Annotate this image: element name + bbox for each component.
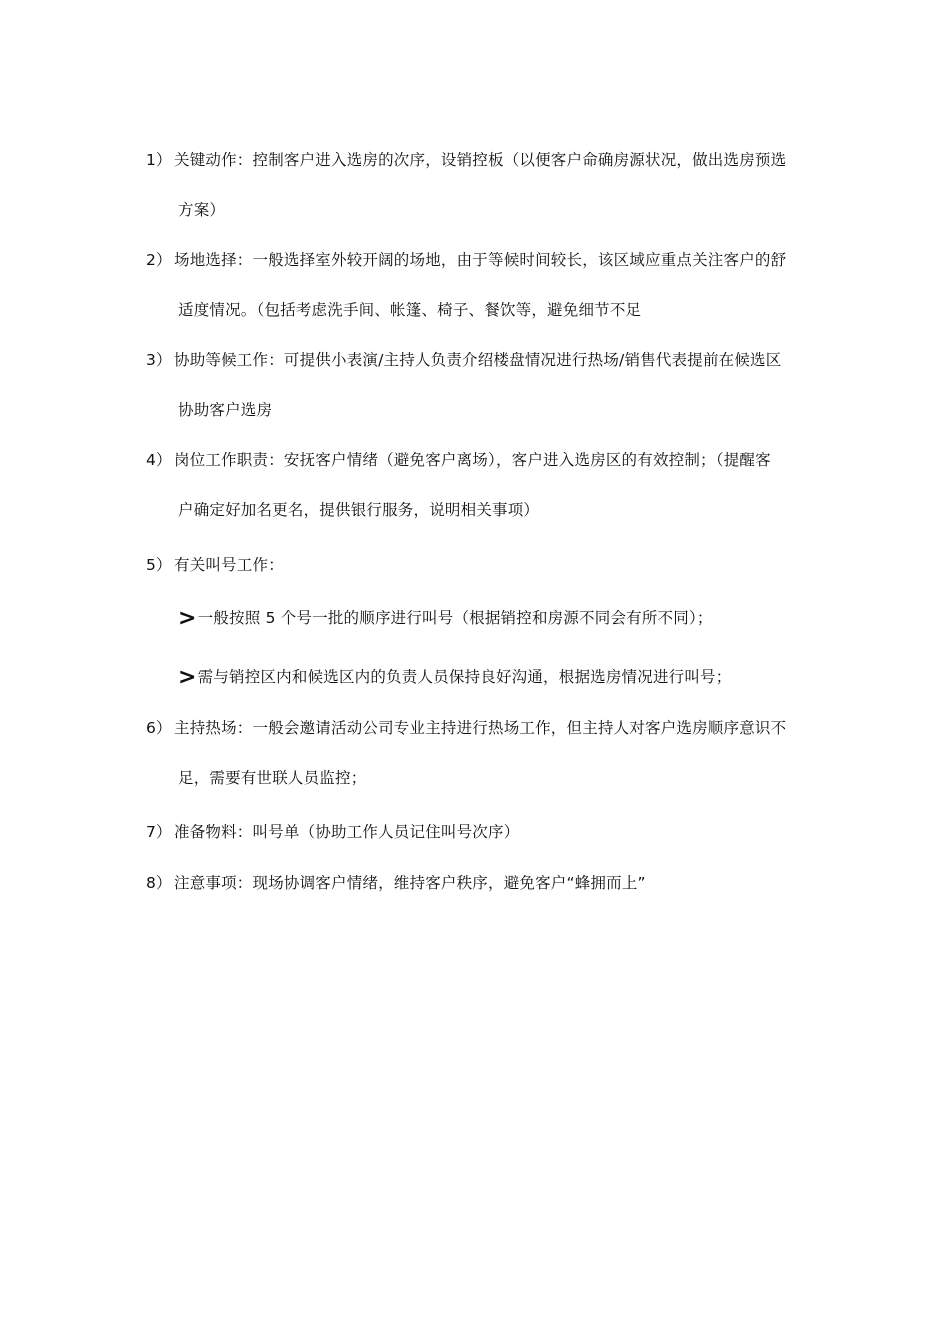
item-text: 场地选择：一般选择室外较开阔的场地，由于等候时间较长，该区域应重点关注客户的舒 (174, 251, 787, 269)
sub-item-text: 需与销控区内和候选区内的负责人员保持良好沟通，根据选房情况进行叫号； (197, 668, 732, 686)
item-number: 5） (146, 556, 172, 574)
list-item-4-continuation (178, 500, 539, 520)
list-item-4 (146, 450, 771, 470)
list-item-3-continuation (178, 400, 272, 420)
list-item-1-continuation (178, 200, 225, 220)
item-text: 岗位工作职责：安抚客户情绪（避免客户离场），客户进入选房区的有效控制；（提醒客 (174, 451, 771, 469)
item-text-continuation: 适度情况。（包括考虑洗手间、帐篷、椅子、餐饮等，避免细节不足 (178, 301, 642, 319)
item-number: 2） (146, 251, 172, 269)
item-number: 1） (146, 151, 172, 169)
list-item-8 (146, 873, 646, 893)
list-item-1 (146, 150, 786, 170)
sub-item-1 (178, 608, 713, 629)
item-number: 8） (146, 874, 172, 892)
item-number: 6） (146, 719, 172, 737)
list-item-2-continuation (178, 300, 641, 320)
item-text-continuation: 足，需要有世联人员监控； (178, 769, 367, 787)
item-number: 7） (146, 823, 172, 841)
arrow-icon: > (178, 665, 197, 690)
arrow-icon: > (178, 606, 197, 631)
sub-item-text: 一般按照 5 个号一批的顺序进行叫号（根据销控和房源不同会有所不同）； (197, 609, 713, 627)
item-text-continuation: 户确定好加名更名，提供银行服务，说明相关事项） (178, 501, 540, 519)
item-number: 3） (146, 351, 172, 369)
item-number: 4） (146, 451, 172, 469)
item-text: 关键动作：控制客户进入选房的次序，设销控板（以便客户命确房源状况，做出选房预选 (174, 151, 787, 169)
item-text: 准备物料：叫号单（协助工作人员记住叫号次序） (174, 823, 520, 841)
list-item-2 (146, 250, 786, 270)
item-text-continuation: 协助客户选房 (178, 401, 273, 419)
item-text: 注意事项：现场协调客户情绪，维持客户秩序，避免客户“蜂拥而上” (174, 874, 646, 892)
list-item-5 (146, 555, 284, 575)
item-text: 有关叫号工作： (174, 556, 284, 574)
list-item-6 (146, 718, 786, 738)
list-item-3 (146, 350, 781, 370)
item-text-continuation: 方案） (178, 201, 226, 219)
list-item-6-continuation (178, 768, 366, 788)
list-item-7 (146, 822, 519, 842)
item-text: 协助等候工作：可提供小表演/主持人负责介绍楼盘情况进行热场/销售代表提前在候选区 (174, 351, 782, 369)
item-text: 主持热场：一般会邀请活动公司专业主持进行热场工作，但主持人对客户选房顺序意识不 (174, 719, 787, 737)
sub-item-2 (178, 667, 731, 688)
